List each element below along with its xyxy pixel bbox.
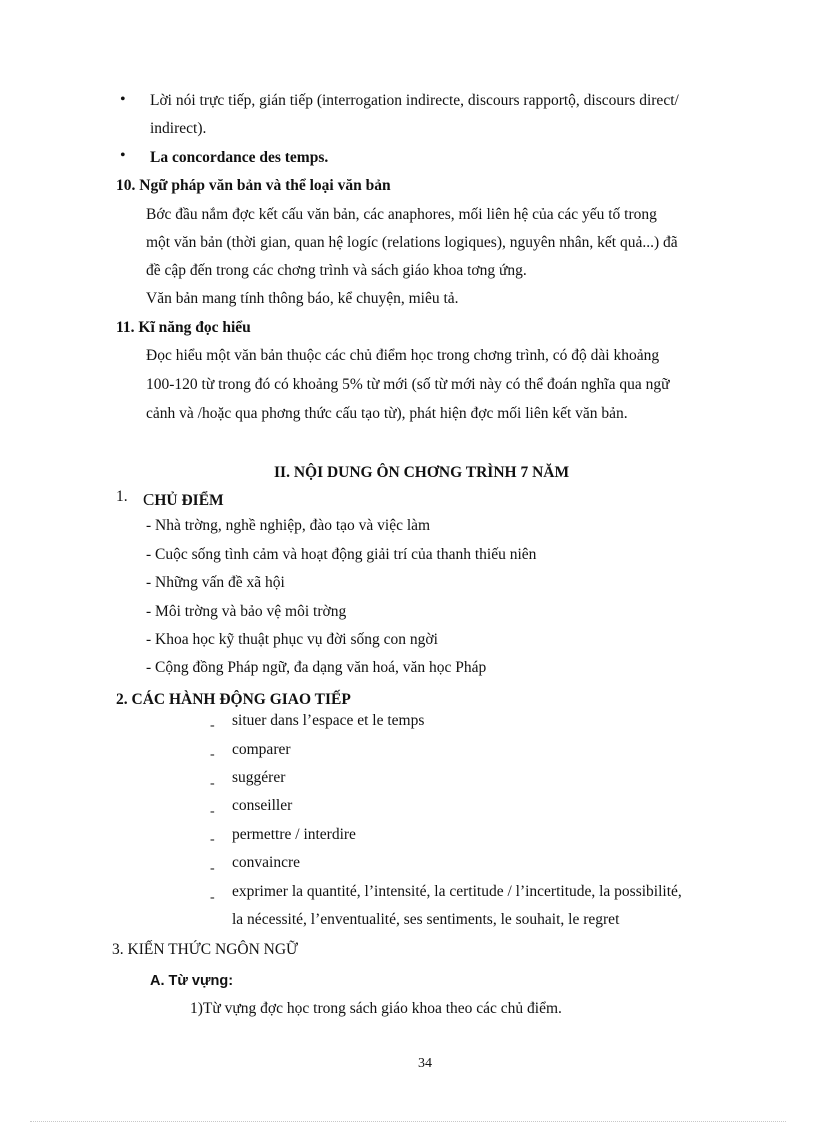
section-3-title: 3. KIẾN THỨC NGÔN NGỮ: [112, 941, 299, 958]
part-2-heading: II. NỘI DUNG ÔN CHƠNG TRÌNH 7 NĂM: [274, 464, 570, 481]
title-initial: C: [143, 490, 155, 509]
dash-marker: -: [210, 832, 215, 847]
paragraph-line: Đọc hiểu một văn bản thuộc các chủ điểm học trong chơng trình, có độ dài khoảng: [146, 347, 660, 364]
paragraph-line: cảnh và /hoặc qua phơng thức cấu tạo từ), phát hiện đợc mối liên kết văn bản.: [146, 405, 628, 422]
bullet-line: La concordance des temps.: [150, 149, 329, 166]
topic-item: - Khoa học kỹ thuật phục vụ đời sống con ngời: [146, 631, 438, 648]
topic-item: - Môi trờng và bảo vệ môi trờng: [146, 603, 347, 620]
dash-marker: -: [210, 747, 215, 762]
topic-item: - Cộng đồng Pháp ngữ, đa dạng văn hoá, văn học Pháp: [146, 659, 487, 676]
section-2-title: 2. CÁC HÀNH ĐỘNG GIAO TIẾP: [116, 691, 351, 708]
footer-dotted-rule: [30, 1121, 786, 1122]
function-item: suggérer: [232, 769, 286, 786]
dash-marker: -: [210, 776, 215, 791]
bullet-marker: •: [120, 147, 126, 164]
section-1-title: [143, 490, 224, 511]
function-item: conseiller: [232, 797, 293, 814]
dash-marker: -: [210, 861, 215, 876]
paragraph-line: Bớc đầu nắm đợc kết cấu văn bản, các anaphores, mối liên hệ của các yếu tố trong: [146, 206, 657, 223]
bullet-line: Lời nói trực tiếp, gián tiếp (interrogation indirecte, discours rapportộ, discours direct/: [150, 92, 679, 109]
function-item: situer dans l’espace et le temps: [232, 712, 425, 729]
function-item: exprimer la quantité, l’intensité, la certitude / l’incertitude, la possibilité,: [232, 883, 682, 900]
title-rest: HỦ ĐIỂM: [154, 492, 224, 509]
paragraph-line: 100-120 từ trong đó có khoảng 5% từ mới (số từ mới này có thể đoán nghĩa qua ngữ: [146, 376, 670, 393]
vocabulary-item: 1)Từ vựng đợc học trong sách giáo khoa theo các chủ điểm.: [190, 1000, 562, 1017]
paragraph-line: một văn bản (thời gian, quan hệ logíc (relations logiques), nguyên nhân, kết quả...) đã: [146, 234, 678, 251]
dash-marker: -: [210, 890, 215, 905]
paragraph-line: đề cập đến trong các chơng trình và sách giáo khoa tơng ứng.: [146, 262, 527, 279]
function-item: comparer: [232, 741, 291, 758]
function-item: permettre / interdire: [232, 826, 356, 843]
topic-item: - Nhà trờng, nghề nghiệp, đào tạo và việc làm: [146, 517, 431, 534]
bullet-marker: •: [120, 91, 126, 108]
topic-item: - Cuộc sống tình cảm và hoạt động giải trí của thanh thiếu niên: [146, 546, 537, 563]
dash-marker: -: [210, 718, 215, 733]
paragraph-line: Văn bản mang tính thông báo, kể chuyện, miêu tả.: [146, 290, 459, 307]
topic-item: - Những vấn đề xã hội: [146, 574, 285, 591]
function-item: convaincre: [232, 854, 300, 871]
page-number: 34: [418, 1056, 432, 1071]
dash-marker: -: [210, 804, 215, 819]
section-1-number: 1.: [116, 488, 128, 505]
subsection-a-title: A. Từ vựng:: [150, 973, 234, 989]
section-11-title: 11. Kĩ năng đọc hiểu: [116, 319, 251, 336]
bullet-line-continuation: indirect).: [150, 120, 207, 137]
function-item-continuation: la nécessité, l’enventualité, ses sentiments, le souhait, le regret: [232, 911, 620, 928]
section-10-title: 10. Ngữ pháp văn bản và thể loại văn bản: [116, 177, 391, 194]
